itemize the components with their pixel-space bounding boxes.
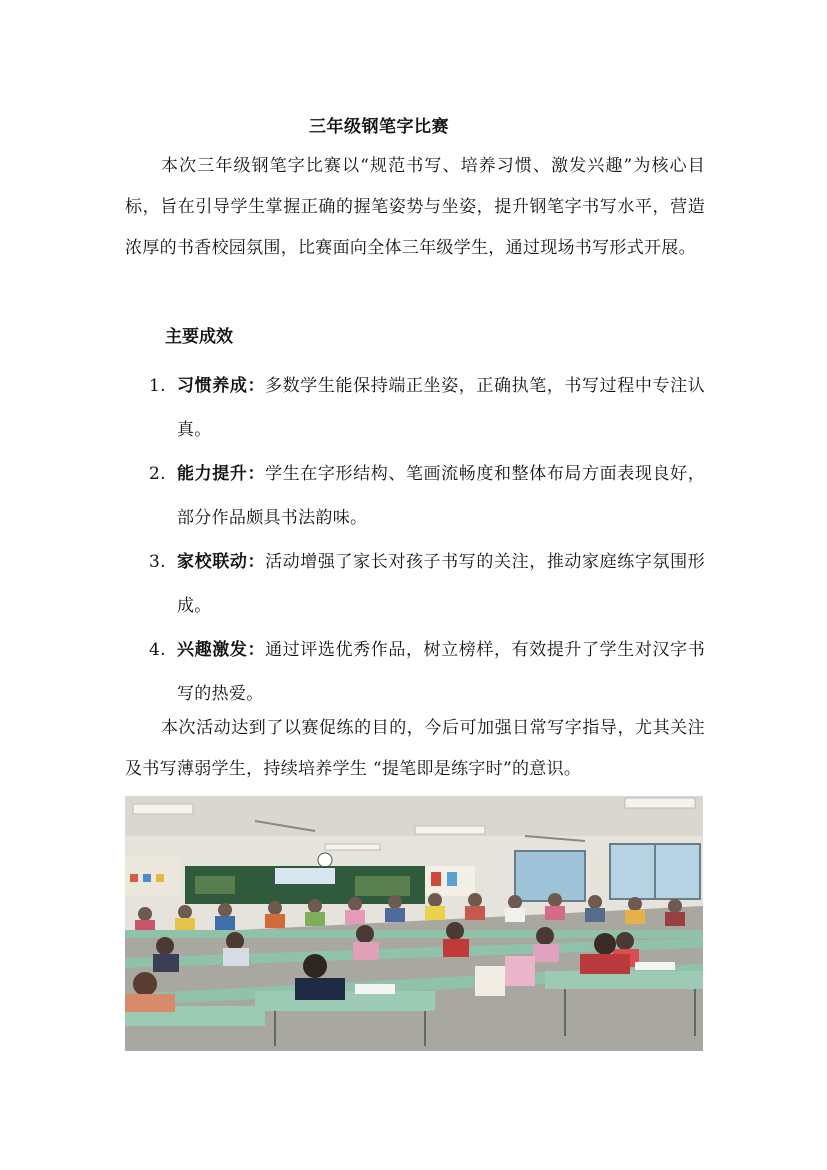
document-title: 三年级钢笔字比赛 (309, 117, 449, 137)
list-item-number: 3. (149, 552, 166, 572)
classroom-photo-illustration (125, 796, 703, 1051)
list-item-number: 1. (149, 376, 166, 396)
list-item-label: 家校联动： (177, 552, 266, 572)
section-heading: 主要成效 (165, 327, 233, 347)
intro-paragraph: 本次三年级钢笔字比赛以“规范书写、培养习惯、激发兴趣”为核心目标，旨在引导学生掌握正确的握笔姿势与坐姿，提升钢笔字书写水平，营造浓厚的书香校园氛围，比赛面向全体三年级学生，通过现场书写形式开展。 (125, 156, 705, 258)
list-item-label: 兴趣激发： (177, 640, 266, 660)
list-item-label: 习惯养成： (177, 376, 266, 396)
list-item-text: 活动增强了家长对孩子书写的关注，推动家庭练字氛围形成。 (177, 552, 706, 616)
list-item-text: 多数学生能保持端正坐姿，正确执笔，书写过程中专注认真。 (177, 376, 706, 440)
list-item-number: 4. (149, 640, 166, 660)
results-list (125, 364, 705, 716)
list-item (125, 540, 705, 628)
conclusion-paragraph: 本次活动达到了以赛促练的目的，今后可加强日常写字指导，尤其关注及书写薄弱学生，持续培养学生 “提笔即是练字时”的意识。 (125, 718, 705, 779)
list-item (125, 364, 705, 452)
classroom-photo (125, 796, 703, 1051)
list-item (125, 628, 705, 716)
list-item-text: 学生在字形结构、笔画流畅度和整体布局方面表现良好，部分作品颇具书法韵味。 (177, 464, 706, 528)
list-item-text: 通过评选优秀作品，树立榜样，有效提升了学生对汉字书写的热爱。 (177, 640, 706, 704)
list-item (125, 452, 705, 540)
list-item-number: 2. (149, 464, 166, 484)
list-item-label: 能力提升： (177, 464, 266, 484)
